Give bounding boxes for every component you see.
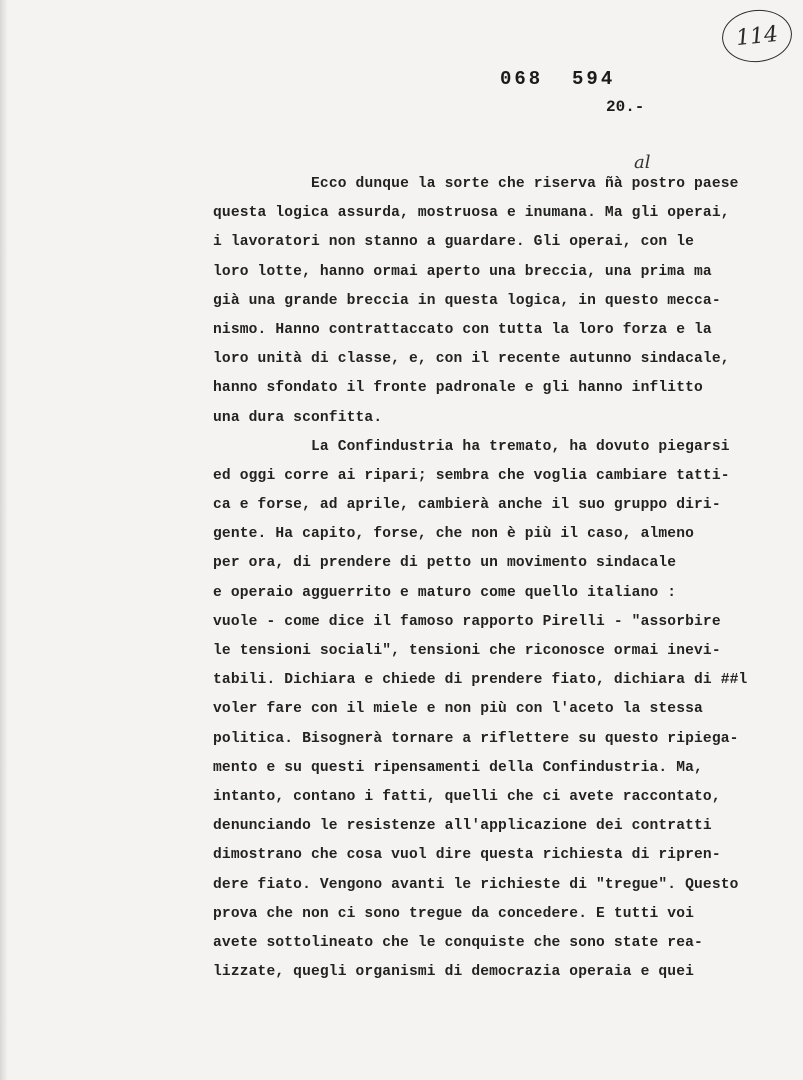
- body-line: le tensioni sociali", tensioni che riconosce ormai inevi-: [213, 643, 721, 659]
- body-line: già una grande breccia in questa logica, in questo mecca-: [213, 292, 721, 309]
- body-line: denunciando le resistenze all'applicazione dei contratti: [213, 818, 712, 835]
- body-line: dere fiato. Vengono avanti le richieste di "tregue". Questo: [213, 876, 739, 893]
- typewritten-body: [213, 170, 788, 987]
- body-line: vuole - come dice il famoso rapporto Pirelli - "assorbire: [213, 613, 721, 630]
- folio-stamp: [719, 6, 794, 65]
- body-line: gente. Ha capito, forse, che non è più il caso, almeno: [213, 526, 695, 543]
- body-line: per ora, di prendere di petto un movimento sindacale: [213, 555, 677, 572]
- body-line: tabili. Dichiara e chiede di prendere fiato, dichiara di ##l: [213, 672, 748, 689]
- body-line: voler fare con il miele e non più con l'aceto la stessa: [213, 701, 703, 718]
- body-line: i lavoratori non stanno a guardare. Gli operai, con le: [213, 234, 695, 251]
- folio-stamp-number: 114: [734, 21, 780, 51]
- body-line: Ecco dunque la sorte che riserva ñà postro paese: [311, 176, 739, 192]
- body-line: loro unità di classe, e, con il recente autunno sindacale,: [213, 351, 730, 368]
- body-line: prova che non ci sono tregue da concedere. E tutti voi: [213, 905, 695, 922]
- page-edge-shadow: [0, 0, 8, 1080]
- body-line: lizzate, quegli organismi di democrazia operaia e quei: [213, 964, 695, 981]
- body-line: politica. Bisognerà tornare a riflettere su questo ripiega-: [213, 730, 739, 747]
- body-line: mento e su questi ripensamenti della Confindustria. Ma,: [213, 759, 703, 776]
- body-line: dimostrano che cosa vuol dire questa richiesta di ripren-: [213, 847, 721, 864]
- body-line: loro lotte, hanno ormai aperto una breccia, una prima ma: [213, 263, 712, 280]
- body-line: una dura sconfitta.: [213, 409, 383, 426]
- body-line: hanno sfondato il fronte padronale e gli hanno inflitto: [213, 380, 703, 397]
- body-line: ca e forse, ad aprile, cambierà anche il suo gruppo diri-: [213, 497, 721, 514]
- body-line: questa logica assurda, mostruosa e inumana. Ma gli operai,: [213, 205, 730, 222]
- body-line: ed oggi corre ai ripari; sembra che voglia cambiare tatti-: [213, 467, 730, 484]
- body-line: La Confindustria ha tremato, ha dovuto piegarsi: [311, 438, 730, 455]
- page-number: 20.-: [606, 98, 645, 116]
- body-line: e operaio agguerrito e maturo come quello italiano :: [213, 584, 677, 601]
- handwritten-correction: al: [634, 152, 651, 173]
- archive-number: 068 594: [500, 68, 616, 90]
- body-line: avete sottolineato che le conquiste che sono state rea-: [213, 934, 703, 951]
- body-line: nismo. Hanno contrattaccato con tutta la loro forza e la: [213, 321, 712, 338]
- body-line: intanto, contano i fatti, quelli che ci avete raccontato,: [213, 788, 721, 805]
